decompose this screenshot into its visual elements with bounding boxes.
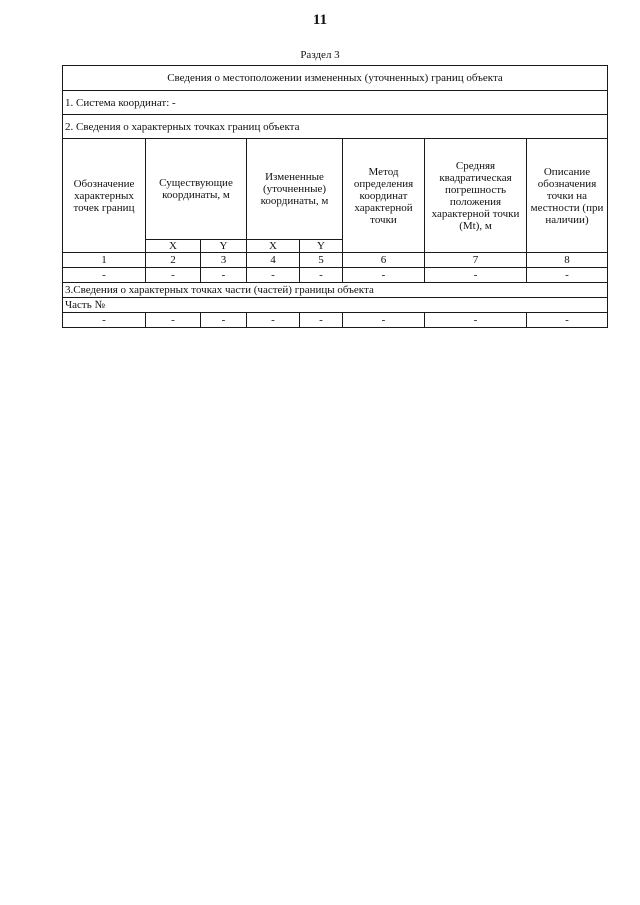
table-cell: - [63,268,146,283]
table-cell: - [343,268,425,283]
column-number: 1 [63,253,146,268]
boundary-table [62,65,608,328]
table-cell: - [343,313,425,328]
table-cell: - [201,313,247,328]
header-method: Метод определения координат характерной точки [343,139,425,253]
header-changed: Измененные (уточненные) координаты, м [247,139,343,240]
column-number: 3 [201,253,247,268]
header-existing-y: Y [201,240,247,253]
header-existing-x: X [146,240,201,253]
coordinate-system: 1. Система координат: - [63,91,608,115]
table-cell: - [425,313,527,328]
table-cell: - [300,313,343,328]
table-cell: - [247,313,300,328]
header-error: Средняя квадратическая погрешность положения характерной точки (Mt), м [425,139,527,253]
table-cell: - [425,268,527,283]
column-number: 5 [300,253,343,268]
table-cell: - [300,268,343,283]
column-number: 2 [146,253,201,268]
points-heading: 2. Сведения о характерных точках границ объекта [63,115,608,139]
table-cell: - [146,268,201,283]
table-cell: - [63,313,146,328]
page-number: 11 [312,12,328,28]
table-cell: - [201,268,247,283]
header-designation: Обозначение характерных точек границ [63,139,146,253]
column-number: 6 [343,253,425,268]
section-label: Раздел 3 [300,49,340,61]
column-number: 4 [247,253,300,268]
table-cell: - [527,313,608,328]
part-label: Часть № [63,298,608,313]
column-number: 8 [527,253,608,268]
column-number-row [63,253,608,268]
table-cell: - [146,313,201,328]
table-row [63,268,608,283]
column-number: 7 [425,253,527,268]
header-description: Описание обозначения точки на местности (при наличии) [527,139,608,253]
table-cell: - [247,268,300,283]
table-row [63,313,608,328]
table-cell: - [527,268,608,283]
header-changed-y: Y [300,240,343,253]
header-existing: Существующие координаты, м [146,139,247,240]
table-title: Сведения о местоположении измененных (уточненных) границ объекта [63,66,608,91]
parts-heading: 3.Сведения о характерных точках части (частей) границы объекта [63,283,608,298]
header-changed-x: X [247,240,300,253]
